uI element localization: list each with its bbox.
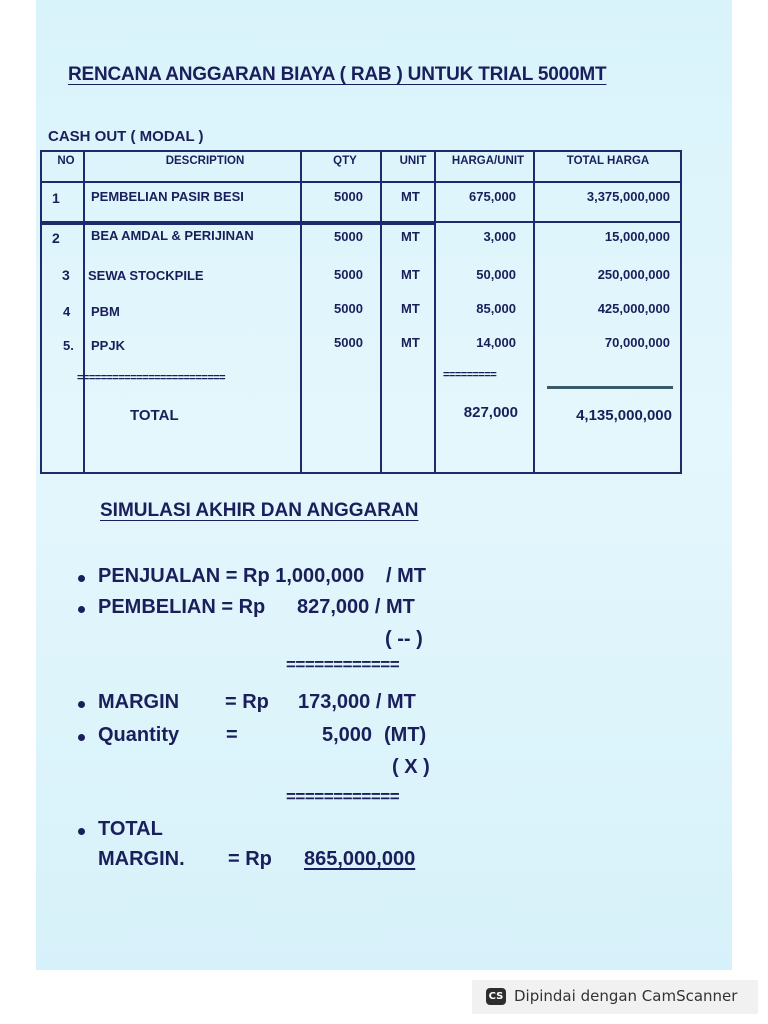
header-total-harga: TOTAL HARGA — [566, 155, 650, 167]
row-qty: 5000 — [334, 189, 363, 204]
row-unit: MT — [401, 229, 420, 244]
row-harga: 85,000 — [476, 301, 516, 316]
quantity-label: Quantity — [98, 724, 180, 746]
col-divider — [380, 150, 382, 472]
bullet-icon — [78, 575, 85, 582]
margin-eq: = Rp — [225, 691, 269, 713]
times-operator: ( X ) — [392, 756, 430, 778]
harga-separator: ========= — [443, 369, 497, 381]
row-qty: 5000 — [334, 301, 363, 316]
col-divider — [533, 150, 535, 472]
total-margin-label-1: TOTAL — [98, 818, 163, 840]
row-qty: 5000 — [334, 229, 363, 244]
row-unit: MT — [401, 267, 420, 282]
camscanner-logo-icon: CS — [486, 988, 506, 1005]
row-unit: MT — [401, 301, 420, 316]
row-no: 3 — [62, 267, 70, 283]
row-qty: 5000 — [334, 267, 363, 282]
header-harga-unit: HARGA/UNIT — [451, 155, 525, 167]
total-margin-value: 865,000,000 — [304, 848, 416, 870]
row-total: 15,000,000 — [604, 229, 670, 244]
row-no: 1 — [52, 190, 60, 206]
budget-table — [40, 150, 680, 472]
row-description: PBM — [91, 304, 120, 319]
bullet-icon — [78, 828, 85, 835]
separator: ============ — [286, 787, 400, 806]
bullet-icon — [78, 701, 85, 708]
row-divider — [40, 223, 434, 225]
quantity-unit: (MT) — [384, 724, 427, 746]
row-no: 2 — [52, 230, 60, 246]
row-total: 250,000,000 — [597, 267, 670, 282]
row-no: 4 — [63, 304, 71, 319]
camscanner-text: Dipindai dengan CamScanner — [514, 987, 738, 1005]
header-divider — [40, 181, 680, 183]
penjualan-unit: / MT — [386, 565, 426, 587]
total-margin-label-2: MARGIN. — [98, 848, 185, 870]
bullet-icon — [78, 734, 85, 741]
header-qty: QTY — [333, 155, 357, 167]
total-harga-unit: 827,000 — [463, 404, 518, 421]
simulation-title: SIMULASI AKHIR DAN ANGGARAN — [100, 500, 419, 521]
row-unit: MT — [401, 189, 420, 204]
quantity-value: 5,000 — [322, 724, 373, 746]
row-description: PEMBELIAN PASIR BESI — [91, 189, 244, 204]
total-underline — [547, 386, 673, 389]
row-total: 3,375,000,000 — [586, 189, 670, 204]
row-description: SEWA STOCKPILE — [88, 268, 204, 283]
total-label: TOTAL — [130, 407, 179, 424]
grand-total: 4,135,000,000 — [576, 407, 672, 424]
row-qty: 5000 — [334, 335, 363, 350]
pembelian-value: 827,000 / MT — [297, 596, 415, 618]
margin-value: 173,000 / MT — [298, 691, 416, 713]
row-harga: 675,000 — [469, 189, 516, 204]
camscanner-badge — [472, 980, 758, 1014]
document-title: RENCANA ANGGARAN BIAYA ( RAB ) UNTUK TRIAL 5000MT — [68, 64, 607, 85]
separator: ============ — [286, 655, 400, 674]
description-separator: ========================= — [77, 372, 226, 384]
penjualan-label: PENJUALAN = Rp 1,000,000 — [98, 565, 365, 587]
bullet-icon — [78, 606, 85, 613]
total-margin-eq: = Rp — [228, 848, 272, 870]
row-no: 5. — [63, 338, 74, 353]
row-total: 70,000,000 — [604, 335, 670, 350]
quantity-eq: = — [226, 724, 238, 746]
header-unit: UNIT — [399, 155, 427, 167]
margin-label: MARGIN — [98, 691, 180, 713]
row-description: PPJK — [91, 338, 125, 353]
row-total: 425,000,000 — [597, 301, 670, 316]
row-harga: 14,000 — [476, 335, 516, 350]
header-description: DESCRIPTION — [165, 155, 245, 167]
col-divider — [83, 150, 85, 472]
col-divider — [434, 150, 436, 472]
row-unit: MT — [401, 335, 420, 350]
cash-out-label: CASH OUT ( MODAL ) — [48, 128, 204, 145]
pembelian-label: PEMBELIAN = Rp — [98, 596, 266, 618]
row-harga: 3,000 — [483, 229, 516, 244]
row-harga: 50,000 — [476, 267, 516, 282]
row-description: BEA AMDAL & PERIJINAN — [91, 228, 254, 243]
header-no: NO — [57, 155, 75, 167]
minus-operator: ( -- ) — [385, 628, 423, 650]
col-divider — [300, 150, 302, 472]
